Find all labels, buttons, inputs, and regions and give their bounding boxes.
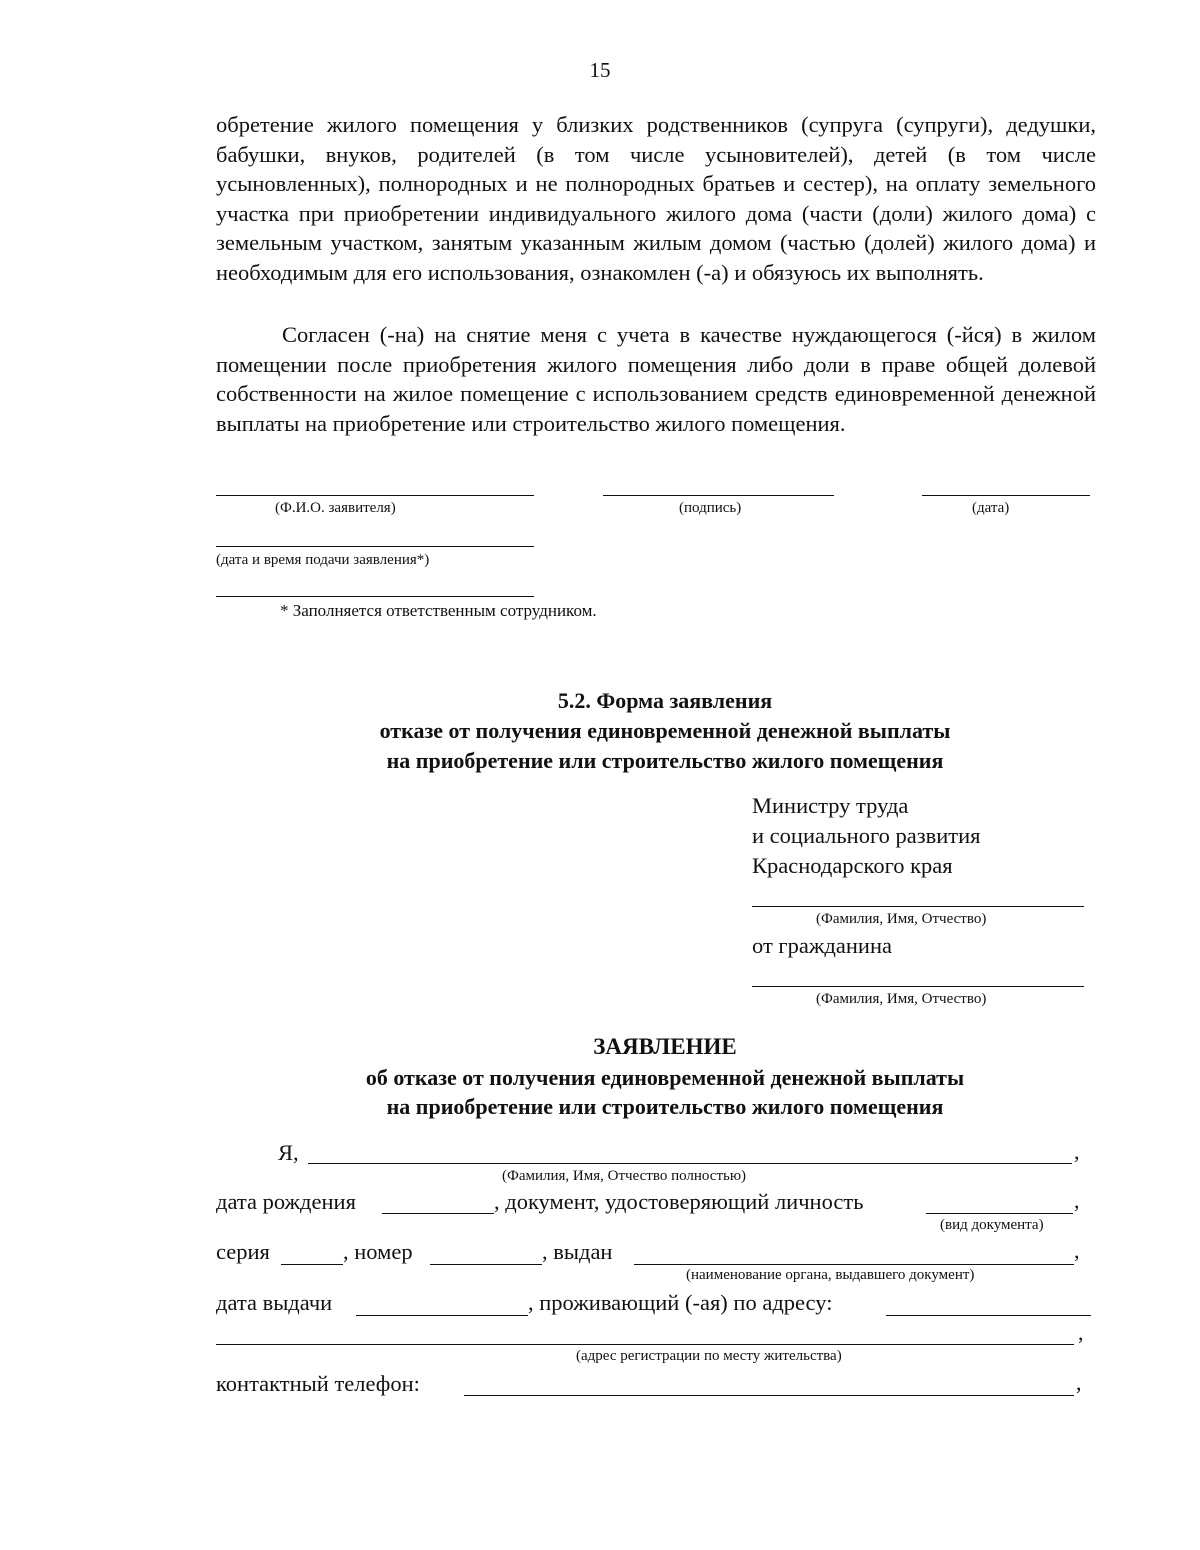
addressee-line-1: Министру труда: [752, 793, 909, 818]
address-field-part-1[interactable]: [886, 1315, 1091, 1316]
signature-caption: (подпись): [679, 500, 742, 516]
birth-date-field[interactable]: [382, 1213, 494, 1214]
series-label: серия: [216, 1239, 270, 1264]
form-heading-line-1: 5.2. Форма заявления: [557, 688, 773, 713]
series-field[interactable]: [281, 1264, 343, 1265]
phone-label: контактный телефон:: [216, 1371, 420, 1396]
comma: ,: [1074, 1139, 1080, 1164]
comma: ,: [1076, 1370, 1082, 1395]
issue-date-label: дата выдачи: [216, 1290, 333, 1315]
fio-signature-line[interactable]: [216, 495, 534, 496]
footnote-separator: [216, 596, 534, 597]
phone-field[interactable]: [464, 1395, 1074, 1396]
issued-label: , выдан: [542, 1239, 613, 1264]
form-heading-line-2: отказе от получения единовременной денежной выплаты: [379, 718, 951, 743]
addressee-fio-line[interactable]: [752, 906, 1084, 907]
addressee-line-3: Краснодарского края: [752, 853, 953, 878]
i-label: Я,: [278, 1140, 299, 1165]
intro-paragraph-1: обретение жилого помещения у близких родственников (супруга (супруги), дедушки, бабушки, внуков, родителей (в том числе усыновителей), детей (в том числе усыновленных), полнородных и не полнородных братьев и сестер), на оплату земельного участка при приобретении индивидуального жилого дома (части (доли) жилого дома) с земельным участком, занятым указанным жилым домом (частью (долей) жилого дома) и необходимым для его использования, ознакомлен (-а) и обязуюсь их выполнять.: [216, 112, 1096, 285]
footnote: * Заполняется ответственным сотрудником.: [280, 601, 597, 620]
submission-caption: (дата и время подачи заявления*): [216, 552, 430, 568]
number-field[interactable]: [430, 1264, 542, 1265]
addressee-fio-caption: (Фамилия, Имя, Отчество): [816, 911, 987, 927]
identity-doc-label: , документ, удостоверяющий личность: [494, 1189, 864, 1214]
citizen-fio-caption: (Фамилия, Имя, Отчество): [816, 991, 987, 1007]
number-label: , номер: [343, 1239, 413, 1264]
application-title: ЗАЯВЛЕНИЕ: [593, 1034, 737, 1059]
issuer-caption: (наименование органа, выдавшего документ): [686, 1267, 975, 1283]
address-field-part-2[interactable]: [216, 1344, 1074, 1345]
application-heading-line-1: об отказе от получения единовременной денежной выплаты: [365, 1065, 965, 1090]
addressee-line-2: и социального развития: [752, 823, 981, 848]
comma: ,: [1078, 1320, 1084, 1345]
form-heading-line-3: на приобретение или строительство жилого помещения: [386, 748, 944, 773]
fio-caption: (Ф.И.О. заявителя): [275, 500, 396, 516]
application-heading-line-2: на приобретение или строительство жилого помещения: [386, 1094, 944, 1119]
from-citizen-label: от гражданина: [752, 933, 892, 958]
date-caption: (дата): [972, 500, 1010, 516]
issuer-field[interactable]: [634, 1264, 1074, 1265]
date-line[interactable]: [922, 495, 1090, 496]
comma: ,: [1074, 1238, 1080, 1263]
address-caption: (адрес регистрации по месту жительства): [576, 1348, 842, 1364]
page-number: 15: [589, 58, 611, 82]
birth-date-label: дата рождения: [216, 1189, 356, 1214]
signature-line[interactable]: [603, 495, 834, 496]
issue-date-field[interactable]: [356, 1315, 528, 1316]
full-name-field[interactable]: [308, 1163, 1072, 1164]
comma: ,: [1074, 1188, 1080, 1213]
doc-type-caption: (вид документа): [940, 1217, 1044, 1233]
intro-paragraph-2: Согласен (-на) на снятие меня с учета в качестве нуждающегося (-йся) в жилом помещении после приобретения жилого помещения либо доли в праве общей долевой собственности на жилое помещение с использованием средств единовременной денежной выплаты на приобретение или строительство жилого помещения.: [216, 322, 1096, 436]
submission-date-line[interactable]: [216, 546, 534, 547]
doc-type-field[interactable]: [926, 1213, 1073, 1214]
citizen-fio-line[interactable]: [752, 986, 1084, 987]
full-name-caption: (Фамилия, Имя, Отчество полностью): [502, 1168, 747, 1184]
residing-label: , проживающий (-ая) по адресу:: [528, 1290, 833, 1315]
